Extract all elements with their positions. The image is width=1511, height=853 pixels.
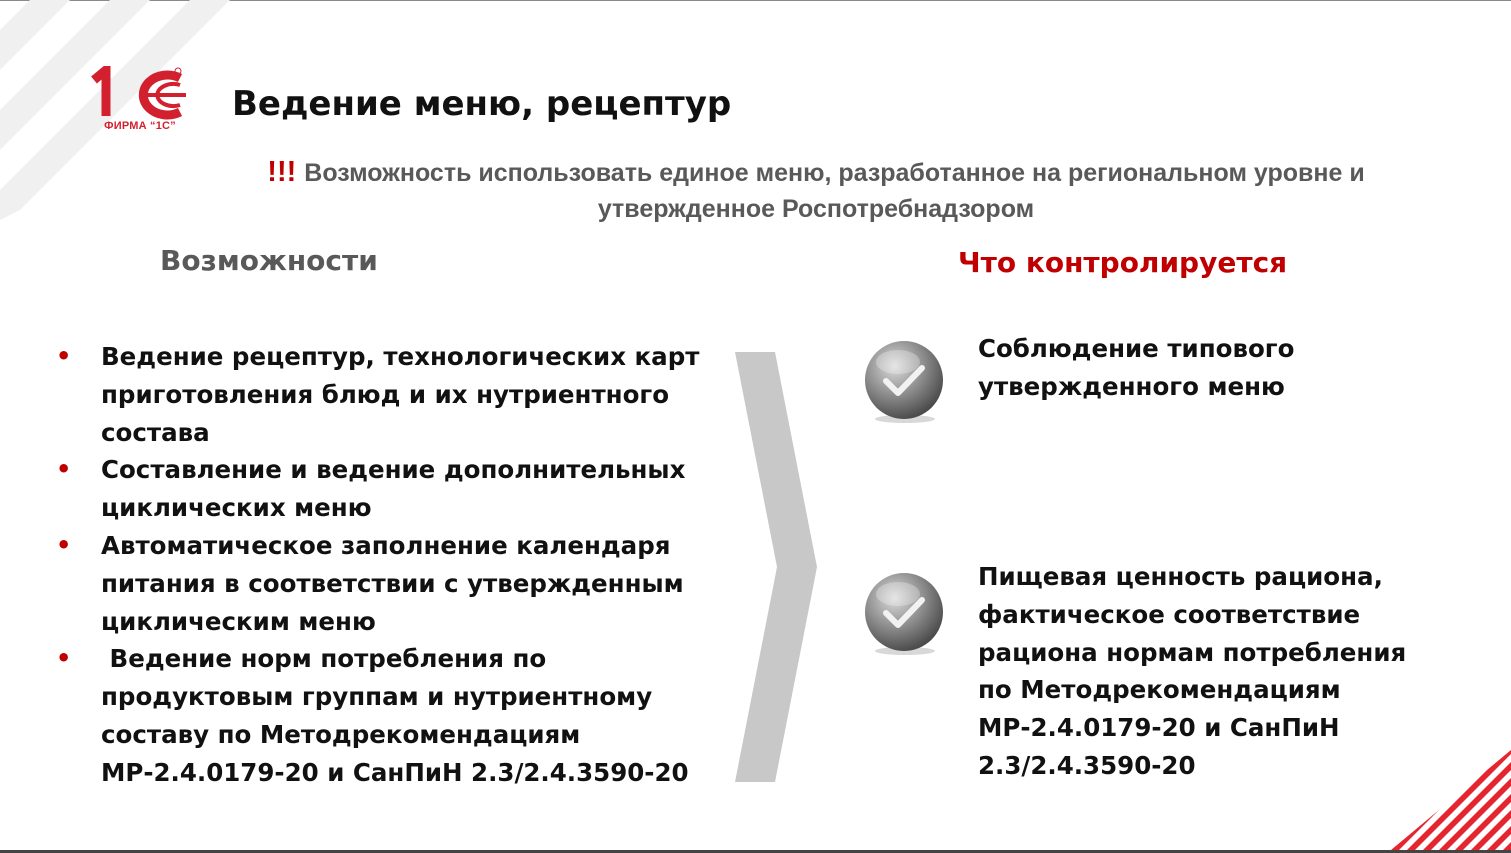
feature-text: Составление и ведение дополнительных циклических меню xyxy=(101,455,694,523)
page-title: Ведение меню, рецептур xyxy=(232,84,732,124)
notice-marker: !!! xyxy=(267,156,297,188)
feature-item xyxy=(56,451,716,527)
notice-line-2: утвержденное Роспотребнадзором xyxy=(597,195,1035,223)
notice-line-1: Возможность использовать единое меню, разработанное на региональном уровне и xyxy=(304,159,1365,187)
logo-mark xyxy=(90,66,190,120)
check-icon xyxy=(862,340,946,424)
controlled-item-text: Соблюдение типового утвержденного меню xyxy=(978,334,1295,401)
feature-item xyxy=(56,527,716,640)
controlled-heading: Что контролируется xyxy=(958,246,1288,279)
chevron-right-icon xyxy=(735,352,817,782)
logo-caption: ФИРМА “1С” xyxy=(104,120,176,132)
feature-text: Автоматическое заполнение календаря питания в соответствии с утвержденным циклическим меню xyxy=(101,530,693,636)
bullet-icon: • xyxy=(56,644,72,673)
feature-item xyxy=(56,640,716,791)
feature-text: Ведение рецептур, технологических карт приготовления блюд и их нутриентного состава xyxy=(101,342,708,447)
check-icon xyxy=(862,572,946,656)
controlled-item-text: Пищевая ценность рациона, фактическое соответствие рациона нормам потребления по Методрекомендациям МР-2.4.0179-20 и СанПиН 2.3/2.4.3590-20 xyxy=(978,562,1407,780)
bullet-icon: • xyxy=(56,342,72,370)
feature-text: Ведение норм потребления по продуктовым группам и нутриентному составу по Методрекомендациям МР-2.4.0179-20 и СанПиН 2.3/2.4.3590-20 xyxy=(101,644,689,787)
company-logo xyxy=(90,66,190,138)
feature-item xyxy=(56,338,716,451)
features-list xyxy=(56,338,716,792)
features-heading: Возможности xyxy=(160,244,378,277)
notice-banner xyxy=(176,154,1456,227)
bullet-icon: • xyxy=(56,530,72,559)
bullet-icon: • xyxy=(56,455,72,484)
